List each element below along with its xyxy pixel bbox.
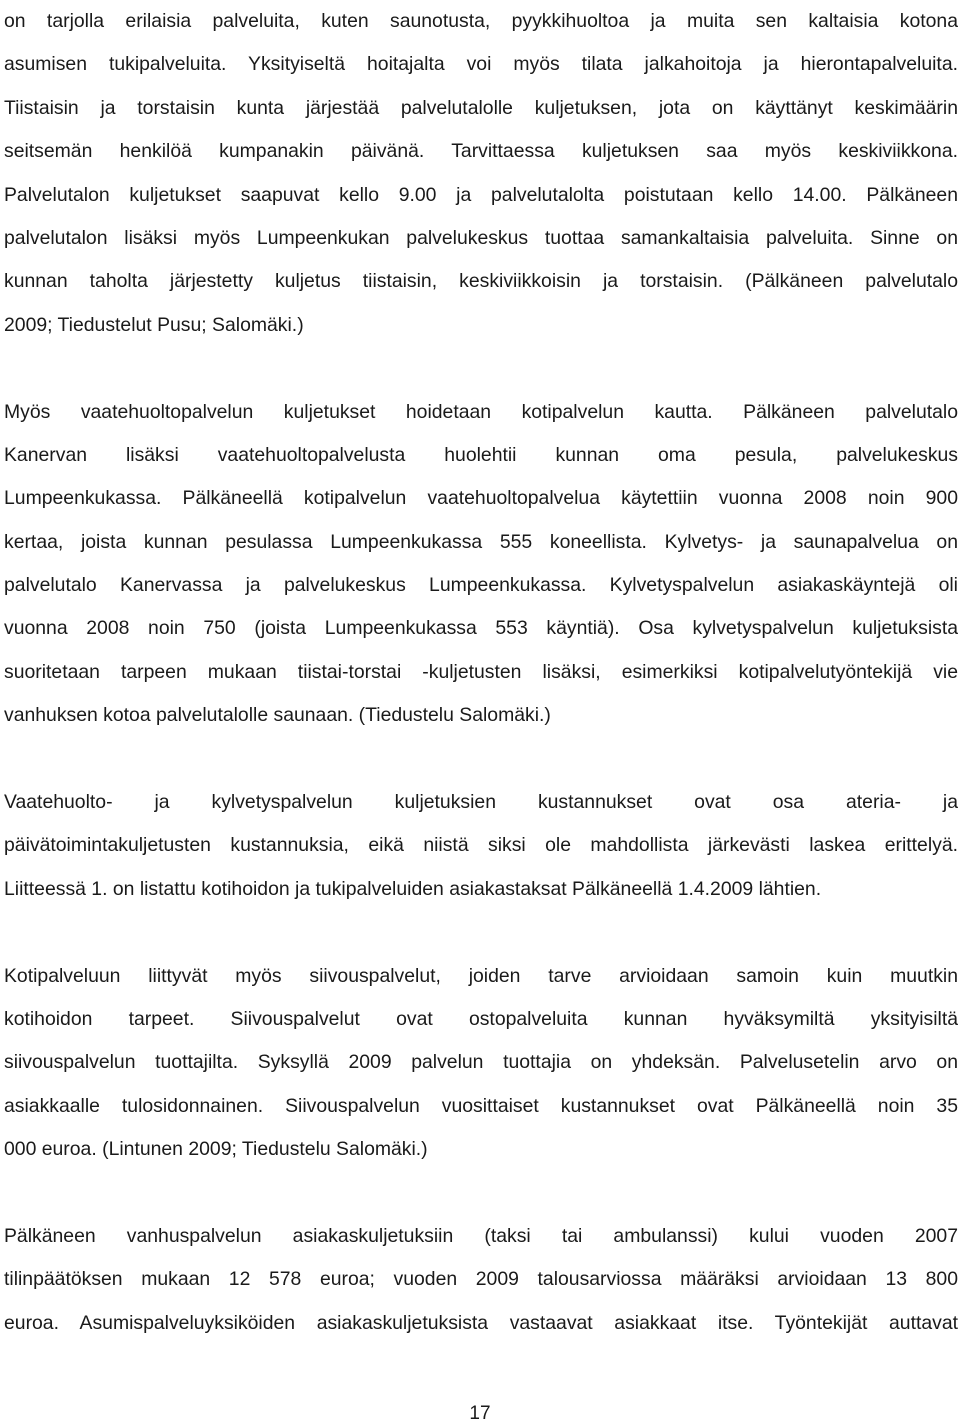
text-line: päivätoimintakuljetusten kustannuksia, eikä niistä siksi ole mahdollista järkevästi laskea erittelyä. bbox=[4, 834, 958, 857]
paragraph-gap bbox=[4, 738, 958, 781]
text-line: Liitteessä 1. on listattu kotihoidon ja tukipalveluiden asiakastaksat Pälkäneellä 1.4.2009 lähtien. bbox=[4, 877, 822, 900]
text-line: asiakkaalle tulosidonnainen. Siivouspalvelun vuosittaiset kustannukset ovat Pälkäneellä noin 35 bbox=[4, 1094, 958, 1117]
paragraph-transport bbox=[4, 1215, 958, 1345]
paragraph-gap bbox=[4, 1172, 958, 1215]
text-line: 2009; Tiedustelut Pusu; Salomäki.) bbox=[4, 313, 304, 336]
text-line: kertaa, joista kunnan pesulassa Lumpeenkukassa 555 koneellista. Kylvetys- ja saunapalvelua on bbox=[4, 530, 958, 553]
paragraph-laundry bbox=[4, 391, 958, 738]
text-line: Palvelutalon kuljetukset saapuvat kello 9.00 ja palvelutalolta poistutaan kello 14.00. Pälkäneen bbox=[4, 183, 958, 206]
page-number: 17 bbox=[469, 1403, 491, 1424]
text-line: suoritetaan tarpeen mukaan tiistai-torstai -kuljetusten lisäksi, esimerkiksi kotipalvelutyöntekijä vie bbox=[4, 660, 958, 683]
text-line: euroa. Asumispalveluyksiköiden asiakaskuljetuksista vastaavat asiakkaat itse. Työntekijät auttavat bbox=[4, 1311, 958, 1334]
text-line: Vaatehuolto- ja kylvetyspalvelun kuljetuksien kustannukset ovat osa ateria- ja bbox=[4, 791, 958, 814]
text-line: Tiistaisin ja torstaisin kunta järjestää palvelutalolle kuljetuksen, jota on käyttänyt keskimäärin bbox=[4, 96, 958, 119]
text-line: tilinpäätöksen mukaan 12 578 euroa; vuoden 2009 talousarviossa määräksi arvioidaan 13 800 bbox=[4, 1268, 958, 1291]
text-line: Kanervan lisäksi vaatehuoltopalvelusta huolehtii kunnan oma pesula, palvelukeskus bbox=[4, 443, 958, 466]
text-line: 000 euroa. (Lintunen 2009; Tiedustelu Salomäki.) bbox=[4, 1138, 428, 1161]
text-line: vuonna 2008 noin 750 (joista Lumpeenkukassa 553 käyntiä). Osa kylvetyspalvelun kuljetuksista bbox=[4, 617, 958, 640]
paragraph-costs bbox=[4, 781, 958, 911]
text-line: siivouspalvelun tuottajilta. Syksyllä 2009 palvelun tuottajia on yhdeksän. Palvelusetelin arvo on bbox=[4, 1051, 958, 1074]
text-line: seitsemän henkilöä kumpanakin päivänä. Tarvittaessa kuljetuksen saa myös keskiviikkona. bbox=[4, 140, 958, 163]
text-line: Pälkäneen vanhuspalvelun asiakaskuljetuksiin (taksi tai ambulanssi) kului vuoden 2007 bbox=[4, 1224, 958, 1247]
paragraph-gap bbox=[4, 347, 958, 390]
text-line: palvelutalon lisäksi myös Lumpeenkukan palvelukeskus tuottaa samankaltaisia palveluita. Sinne on bbox=[4, 226, 958, 249]
text-line: palvelutalo Kanervassa ja palvelukeskus Lumpeenkukassa. Kylvetyspalvelun asiakaskäyntejä oli bbox=[4, 574, 958, 597]
document-page bbox=[4, 0, 958, 1345]
paragraph-cleaning bbox=[4, 955, 958, 1172]
text-line: Kotipalveluun liittyvät myös siivouspalvelut, joiden tarve arvioidaan samoin kuin muutkin bbox=[4, 964, 958, 987]
paragraph-gap bbox=[4, 911, 958, 954]
text-line: Myös vaatehuoltopalvelun kuljetukset hoidetaan kotipalvelun kautta. Pälkäneen palvelutalo bbox=[4, 400, 958, 423]
text-line: Lumpeenkukassa. Pälkäneellä kotipalvelun vaatehuoltopalvelua käytettiin vuonna 2008 noin 900 bbox=[4, 487, 958, 510]
text-line: vanhuksen kotoa palvelutalolle saunaan. (Tiedustelu Salomäki.) bbox=[4, 704, 551, 727]
text-line: kotihoidon tarpeet. Siivouspalvelut ovat ostopalveluita kunnan hyväksymiltä yksityisiltä bbox=[4, 1007, 958, 1030]
paragraph-services bbox=[4, 0, 958, 347]
text-line: asumisen tukipalveluita. Yksityiseltä hoitajalta voi myös tilata jalkahoitoja ja hierontapalveluita. bbox=[4, 53, 958, 76]
text-line: kunnan taholta järjestetty kuljetus tiistaisin, keskiviikkoisin ja torstaisin. (Pälkäneen palvelutalo bbox=[4, 270, 958, 293]
text-line: on tarjolla erilaisia palveluita, kuten saunotusta, pyykkihuoltoa ja muita sen kaltaisia kotona bbox=[4, 10, 958, 32]
